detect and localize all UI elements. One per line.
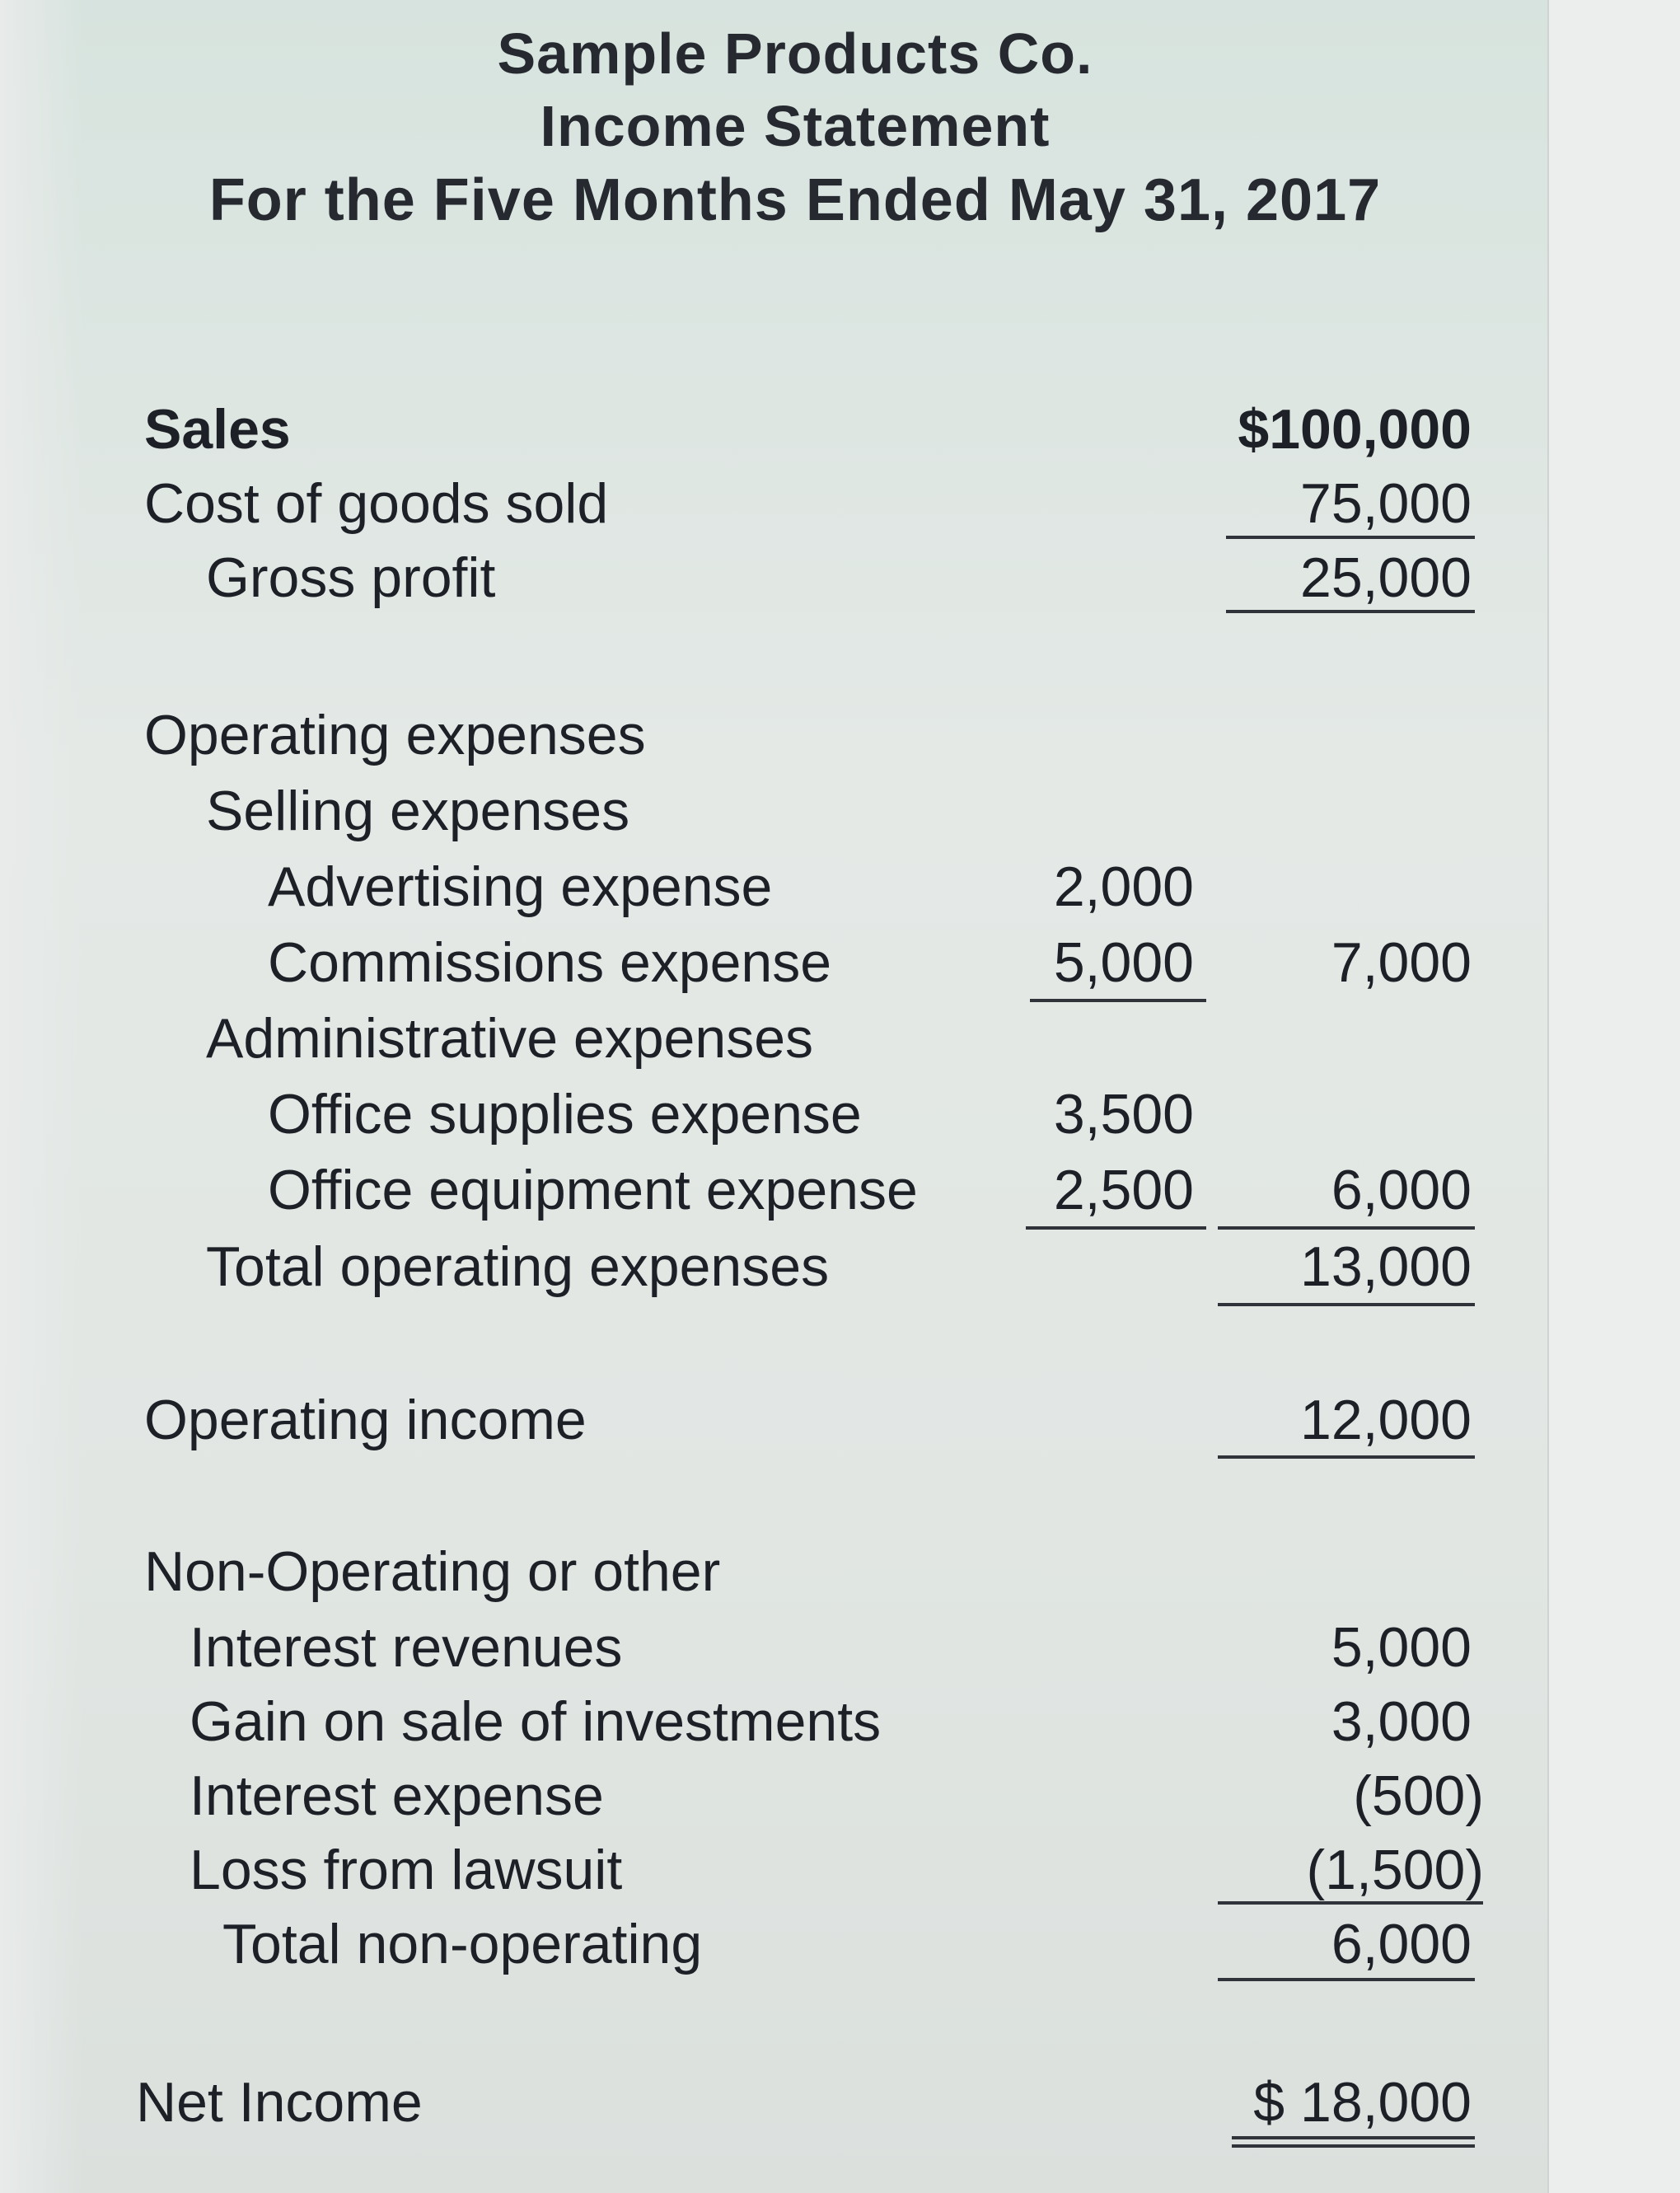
sales-total: $100,000: [1238, 398, 1472, 461]
office-supplies-expense-label: Office supplies expense: [268, 1083, 862, 1146]
loss-from-lawsuit-total: (1,500): [1306, 1839, 1484, 1901]
cogs-underline: [1226, 536, 1475, 539]
advertising-expense-label: Advertising expense: [268, 855, 773, 918]
selling-expenses-total: 7,000: [1331, 931, 1472, 994]
left-frame-edge: [0, 0, 82, 2193]
administrative-expenses-total: 6,000: [1331, 1159, 1472, 1221]
interest-revenues-label: Interest revenues: [190, 1616, 623, 1679]
total-operating-expenses-label: Total operating expenses: [206, 1235, 830, 1298]
commissions-expense-label: Commissions expense: [268, 931, 832, 994]
total-non-operating-underline: [1218, 1978, 1475, 1981]
net-income-total: $ 18,000: [1253, 2071, 1472, 2134]
advertising-expense-amount: 2,000: [1053, 855, 1194, 918]
loss-from-lawsuit-label: Loss from lawsuit: [190, 1839, 623, 1901]
operating-income-underline: [1218, 1455, 1475, 1459]
operating-income-total: 12,000: [1300, 1389, 1472, 1451]
gross-profit-label: Gross profit: [206, 546, 496, 609]
office-equipment-expense-amount: 2,500: [1053, 1159, 1194, 1221]
selling-expenses-heading: Selling expenses: [206, 780, 630, 842]
interest-expense-label: Interest expense: [190, 1764, 604, 1827]
total-operating-underline: [1218, 1303, 1475, 1306]
operating-income-label: Operating income: [144, 1389, 587, 1451]
total-operating-expenses-total: 13,000: [1300, 1235, 1472, 1298]
company-name: Sample Products Co.: [497, 21, 1093, 86]
net-income-underline-1: [1232, 2136, 1475, 2139]
gain-on-investments-label: Gain on sale of investments: [190, 1690, 882, 1753]
gross-profit-total: 25,000: [1300, 546, 1472, 609]
gross-profit-underline: [1226, 610, 1475, 613]
total-non-operating-label: Total non-operating: [222, 1913, 703, 1975]
selling-underline: [1030, 999, 1206, 1002]
admin-outer-underline: [1218, 1226, 1475, 1230]
net-income-label: Net Income: [136, 2071, 423, 2134]
admin-inner-underline: [1026, 1226, 1206, 1230]
interest-expense-total: (500): [1353, 1764, 1484, 1827]
statement-period: For the Five Months Ended May 31, 2017: [208, 167, 1382, 233]
cogs-total: 75,000: [1300, 472, 1472, 535]
office-supplies-expense-amount: 3,500: [1053, 1083, 1194, 1146]
cogs-label: Cost of goods sold: [144, 472, 609, 535]
office-equipment-expense-label: Office equipment expense: [268, 1159, 918, 1221]
gain-on-investments-total: 3,000: [1331, 1690, 1472, 1753]
statement-title: Income Statement: [540, 94, 1051, 158]
commissions-expense-amount: 5,000: [1053, 931, 1194, 994]
non-operating-heading: Non-Operating or other: [144, 1540, 721, 1603]
sales-label: Sales: [144, 398, 291, 461]
operating-expenses-heading: Operating expenses: [144, 704, 646, 766]
net-income-underline-2: [1232, 2144, 1475, 2148]
total-non-operating-total: 6,000: [1331, 1913, 1472, 1975]
non-operating-underline: [1218, 1901, 1483, 1905]
right-frame-edge: [1547, 0, 1680, 2193]
interest-revenues-total: 5,000: [1331, 1616, 1472, 1679]
administrative-expenses-heading: Administrative expenses: [206, 1007, 814, 1070]
